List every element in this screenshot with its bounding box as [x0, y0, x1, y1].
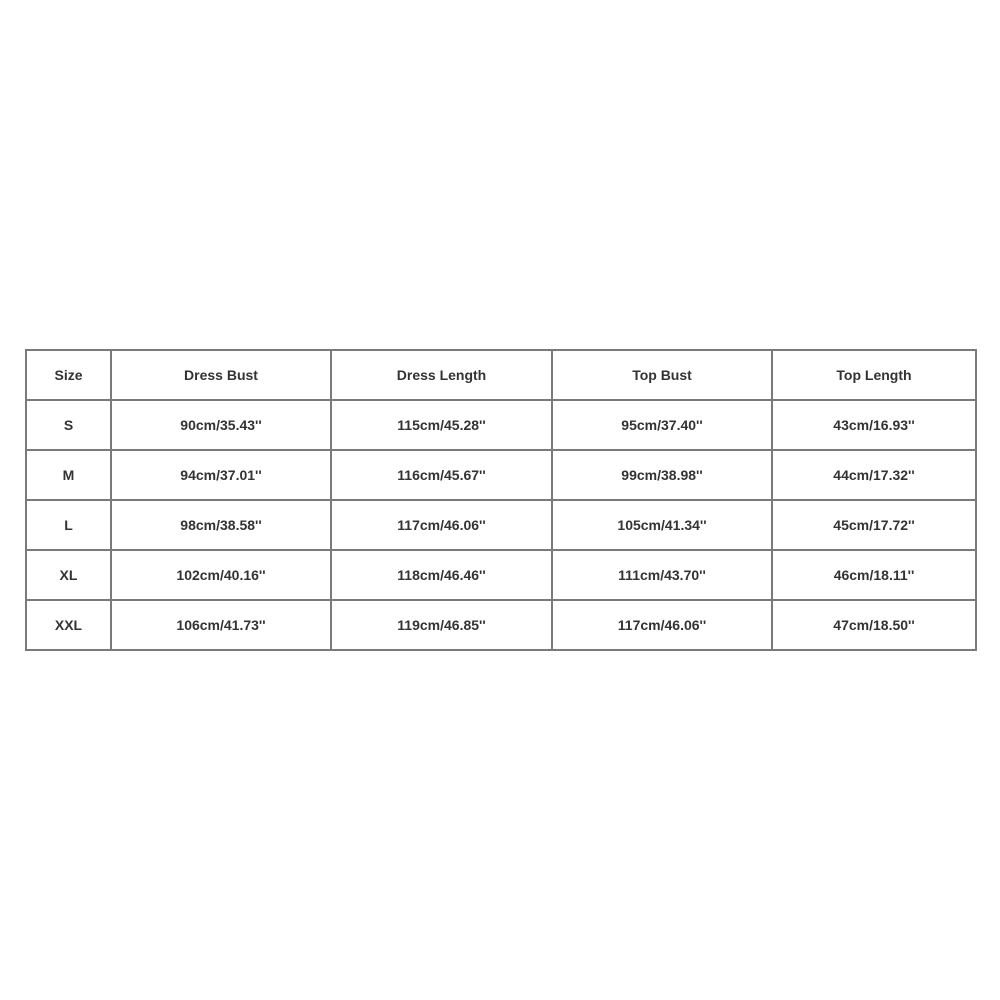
top-length-cell: 47cm/18.50'': [772, 600, 976, 650]
size-cell: XXL: [26, 600, 111, 650]
header-top-length: Top Length: [772, 350, 976, 400]
size-cell: XL: [26, 550, 111, 600]
header-dress-length: Dress Length: [331, 350, 552, 400]
dress-length-cell: 117cm/46.06'': [331, 500, 552, 550]
top-bust-cell: 99cm/38.98'': [552, 450, 772, 500]
top-bust-cell: 111cm/43.70'': [552, 550, 772, 600]
top-length-cell: 43cm/16.93'': [772, 400, 976, 450]
top-length-cell: 45cm/17.72'': [772, 500, 976, 550]
table-row: [26, 400, 976, 450]
table-header-row: [26, 350, 976, 400]
size-chart-table: [25, 349, 977, 651]
dress-length-cell: 118cm/46.46'': [331, 550, 552, 600]
table-row: [26, 600, 976, 650]
top-bust-cell: 117cm/46.06'': [552, 600, 772, 650]
header-size: Size: [26, 350, 111, 400]
dress-bust-cell: 102cm/40.16'': [111, 550, 331, 600]
dress-bust-cell: 98cm/38.58'': [111, 500, 331, 550]
dress-bust-cell: 90cm/35.43'': [111, 400, 331, 450]
dress-bust-cell: 94cm/37.01'': [111, 450, 331, 500]
header-dress-bust: Dress Bust: [111, 350, 331, 400]
size-cell: S: [26, 400, 111, 450]
dress-length-cell: 115cm/45.28'': [331, 400, 552, 450]
dress-bust-cell: 106cm/41.73'': [111, 600, 331, 650]
table-row: [26, 550, 976, 600]
table-row: [26, 500, 976, 550]
dress-length-cell: 116cm/45.67'': [331, 450, 552, 500]
size-cell: L: [26, 500, 111, 550]
top-length-cell: 46cm/18.11'': [772, 550, 976, 600]
table-row: [26, 450, 976, 500]
size-cell: M: [26, 450, 111, 500]
header-top-bust: Top Bust: [552, 350, 772, 400]
top-bust-cell: 95cm/37.40'': [552, 400, 772, 450]
top-bust-cell: 105cm/41.34'': [552, 500, 772, 550]
top-length-cell: 44cm/17.32'': [772, 450, 976, 500]
dress-length-cell: 119cm/46.85'': [331, 600, 552, 650]
